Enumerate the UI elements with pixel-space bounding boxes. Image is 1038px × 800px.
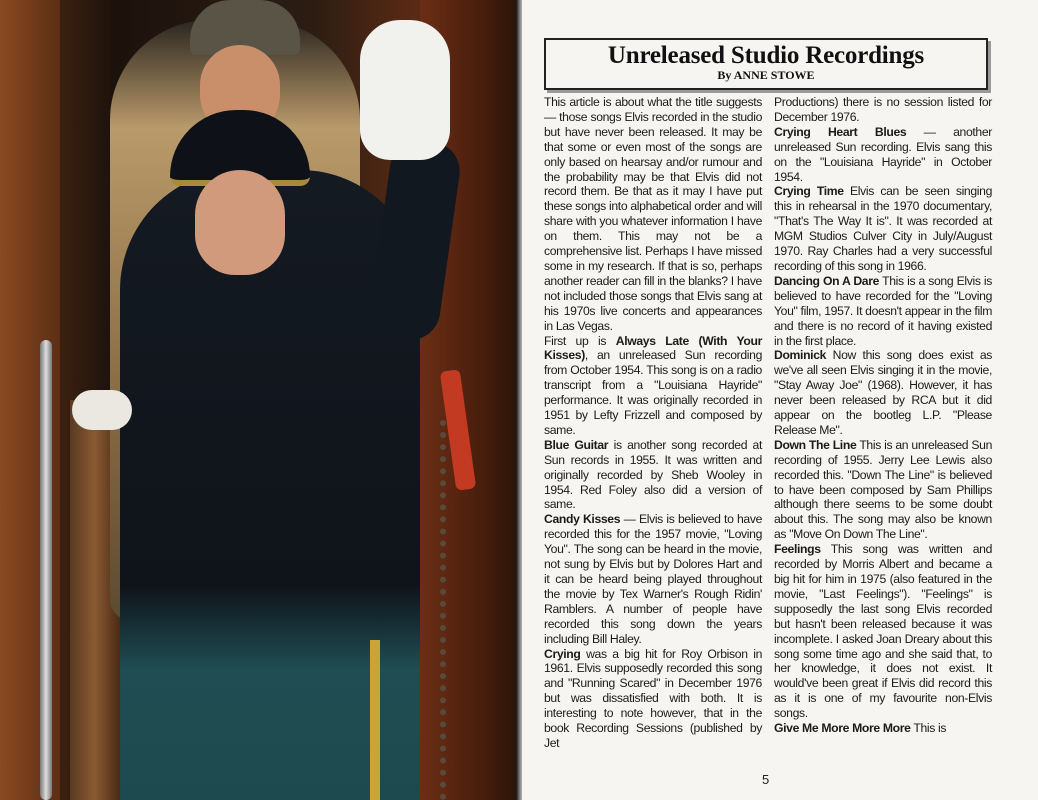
paragraph-text: This article is about what the title suggests — those songs Elvis recorded in the studio but have never been released. It may be that some or even most of the songs are only based on hearsay and/or rumour and the probability may be that Elvis did not record them. Be that as it may I have put these songs into alphabetical order and will share with you whatever information I have on them. This may not be a comprehensive list. Perhaps I have missed some in my research. If that is so, perhaps another reader can fill in the blanks? I have not included those songs that Elvis sang at his 1970s live concerts and appearances in Las Vegas. bbox=[544, 95, 762, 333]
handrail bbox=[40, 340, 52, 800]
brake-chain bbox=[440, 420, 506, 800]
paragraph-text: , an unreleased Sun recording from October 1954. This song is on a radio transcript from a "Louisiana Hayride" performance. It was originally recorded in 1951 by Lefty Frizzell and composed by same. bbox=[544, 348, 762, 437]
song-title: Candy Kisses bbox=[544, 512, 621, 527]
paragraph-text: was a big hit for Roy Orbison in 1961. Elvis supposedly recorded this song and "Running Scared" in December 1976 but was dissatisfied with both. It is interesting to note however, that in the book Recording Sessions (published by Jet bbox=[544, 646, 762, 750]
paragraph bbox=[544, 334, 762, 438]
page-number: 5 bbox=[762, 772, 770, 787]
railing-glove bbox=[72, 390, 132, 430]
paragraph bbox=[774, 542, 992, 721]
paragraph bbox=[774, 348, 992, 437]
paragraph bbox=[774, 184, 992, 273]
paragraph bbox=[774, 721, 992, 736]
song-title: Crying Heart Blues bbox=[774, 124, 907, 139]
title-box bbox=[544, 38, 988, 90]
paragraph-text: Productions) there is no session listed for December 1976. bbox=[774, 95, 992, 124]
paragraph bbox=[544, 95, 762, 334]
text-column-right bbox=[774, 95, 992, 736]
song-title: Down The Line bbox=[774, 437, 857, 452]
text-column-left bbox=[544, 95, 762, 751]
paragraph bbox=[544, 438, 762, 513]
paragraph-text: This is an unreleased Sun recording of 1955. Jerry Lee Lewis also recorded this. "Down The Line" is believed to have been composed by Sam Phillips although there seems to be some doubt about this. The song may also be known as "Move On Down The Line". bbox=[774, 437, 992, 542]
song-title: Dominick bbox=[774, 348, 827, 363]
song-title: Feelings bbox=[774, 542, 821, 557]
paragraph-text: — Elvis is believed to have recorded this for the 1957 movie, "Loving You". The song can be heard in the movie, not sung by Elvis but by Dolores Hart and it can be heard being played throughout the movie by Tex Warner's Rough Ridin' Ramblers. A number of people have recorded this song down the years including Bill Haley. bbox=[544, 512, 762, 646]
paragraph bbox=[774, 125, 992, 185]
trouser-stripe bbox=[370, 640, 380, 800]
soldier-face bbox=[195, 170, 285, 275]
paragraph bbox=[774, 95, 992, 125]
paragraph-text: is another song recorded at Sun records in 1955. It was written and originally recorded by Sheb Wooley in 1954. Red Foley also did a version of same. bbox=[544, 437, 762, 512]
paragraph bbox=[774, 274, 992, 349]
song-title: Crying bbox=[544, 646, 581, 661]
song-title: Give Me More More More bbox=[774, 721, 911, 736]
paragraph-text: This song was written and recorded by Morris Albert and became a big hit for him in 1975 (also featured in the movie, "Last Feelings"). "Feelings" is supposedly the last song Elvis recorded but hasn't been released because it was incomplete. I asked Joan Dreary about this song some time ago and she said that, to her knowledge, it does not exist. It would've been great if Elvis did record this as it is one of my favourite non-Elvis songs. bbox=[774, 542, 992, 721]
byline: By ANNE STOWE bbox=[717, 68, 815, 82]
waving-glove bbox=[360, 20, 450, 160]
paragraph-lead: First up is bbox=[544, 333, 616, 348]
paragraph-text: This is a song Elvis is believed to have recorded for the "Loving You" film, 1957. It doesn't appear in the film and there is no record of it having existed in the first place. bbox=[774, 273, 992, 348]
song-title: Dancing On A Dare bbox=[774, 273, 880, 288]
paragraph-text: Elvis can be seen singing this in rehearsal in the 1970 documentary, "That's The Way It is". It was recorded at MGM Studios Culver City in July/August 1970. Ray Charles had a very successful recording of this song in 1966. bbox=[774, 184, 993, 273]
song-title: Crying Time bbox=[774, 184, 844, 199]
paragraph bbox=[544, 647, 762, 751]
song-title: Always Late (With Your Kisses) bbox=[544, 333, 762, 363]
text-page bbox=[522, 0, 1038, 800]
paragraph-text: This is bbox=[910, 721, 947, 736]
paragraph-text: Now this song does exist as we've all seen Elvis singing it in the movie, "Stay Away Joe" (1968). However, it has never been released by RCA but it did appear on the bootleg L.P. "Please Release Me". bbox=[774, 348, 992, 437]
song-title: Blue Guitar bbox=[544, 437, 609, 452]
article-title: Unreleased Studio Recordings bbox=[607, 42, 925, 69]
paragraph bbox=[544, 512, 762, 646]
paragraph bbox=[774, 438, 992, 542]
paragraph-text: — another unreleased Sun recording. Elvis sang this on the "Louisiana Hayride" in October 1954. bbox=[774, 124, 992, 184]
